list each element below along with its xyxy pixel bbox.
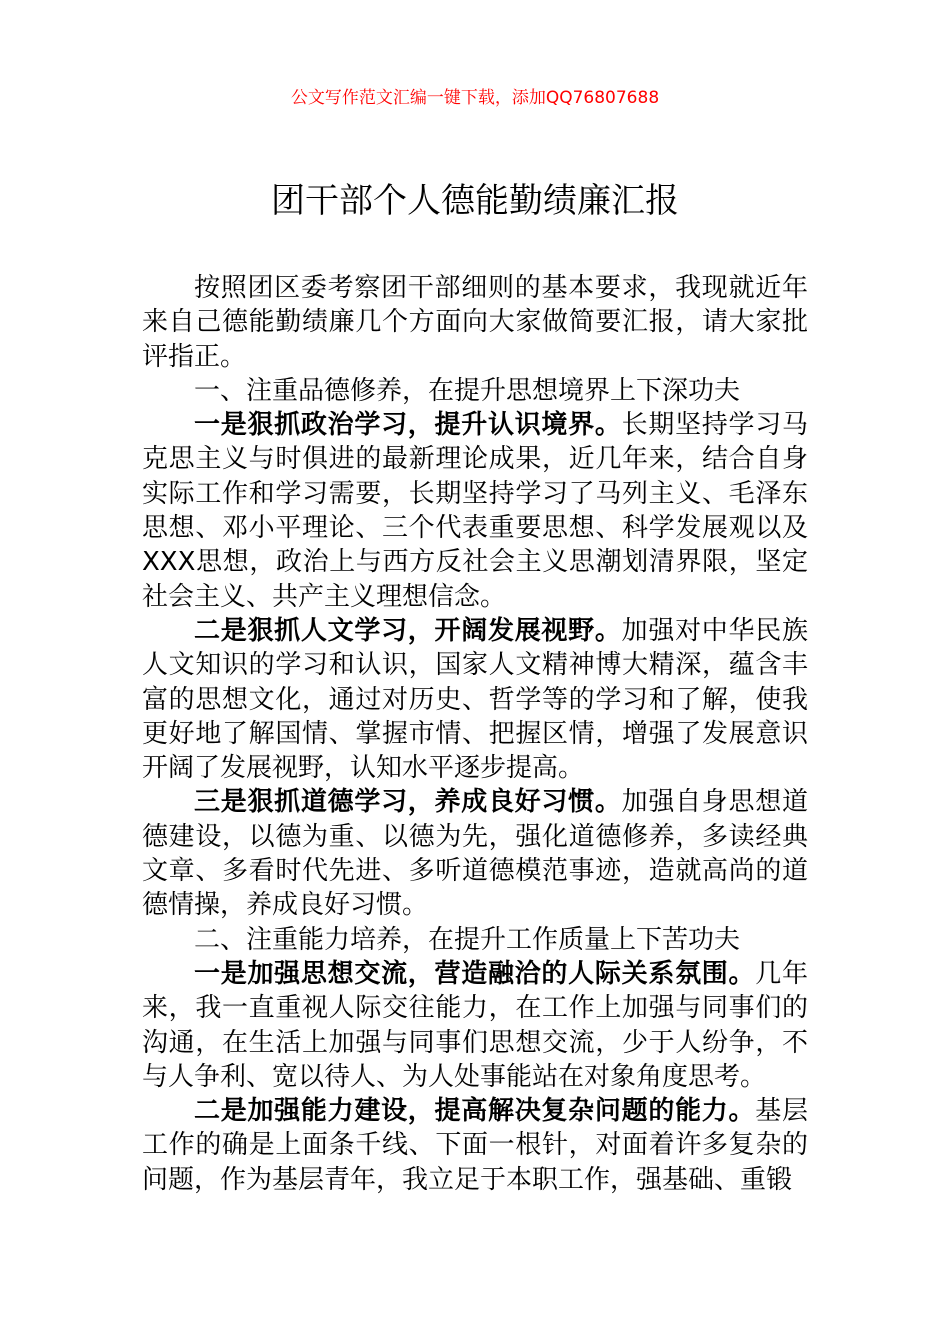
document-body <box>142 271 808 1197</box>
paragraph-lead: 三是狠抓道德学习，养成良好习惯。 <box>194 787 622 818</box>
paragraph <box>142 1094 808 1197</box>
paragraph-lead: 一是狠抓政治学习，提升认识境界。 <box>194 410 622 441</box>
paragraph-text: 二、注重能力培养，在提升工作质量上下苦功夫 <box>194 924 741 955</box>
paragraph <box>142 614 808 785</box>
document-title: 团干部个人德能勤绩廉汇报 <box>271 181 679 221</box>
section-heading <box>142 923 808 957</box>
paragraph <box>142 957 808 1094</box>
paragraph-text: 加强自身思想道德建设，以德为重、以德为先，强化道德修养，多读经典文章、多看时代先进、多听道德模范事迹，造就高尚的道德情操，养成良好习惯。 <box>142 787 808 921</box>
paragraph-text: 按照团区委考察团干部细则的基本要求，我现就近年来自己德能勤绩廉几个方面向大家做简要汇报，请大家批评指正。 <box>142 273 808 372</box>
download-banner: 公文写作范文汇编一键下载，添加QQ76807688 <box>290 88 660 108</box>
paragraph-lead: 二是加强能力建设，提高解决复杂问题的能力。 <box>194 1096 756 1127</box>
paragraph <box>142 408 808 614</box>
paragraph <box>142 785 808 922</box>
paragraph-text: 一、注重品德修养，在提升思想境界上下深功夫 <box>194 375 741 406</box>
section-heading <box>142 374 808 408</box>
paragraph-text: 基层工作的确是上面条千线、下面一根针，对面着许多复杂的问题，作为基层青年，我立足于本职工作，强基础、重锻 <box>142 1096 808 1195</box>
paragraph-lead: 二是狠抓人文学习，开阔发展视野。 <box>194 615 622 646</box>
paragraph <box>142 271 808 374</box>
paragraph-text: 加强对中华民族人文知识的学习和认识，国家人文精神博大精深，蕴含丰富的思想文化，通过对历史、哲学等的学习和了解，使我更好地了解国情、掌握市情、把握区情，增强了发展意识开阔了发展视野，认知水平逐步提高。 <box>142 615 808 784</box>
paragraph-lead: 一是加强思想交流，营造融洽的人际关系氛围。 <box>194 958 756 989</box>
paragraph-text: 几年来，我一直重视人际交往能力，在工作上加强与同事们的沟通，在生活上加强与同事们思想交流，少于人纷争，不与人争利、宽以待人、为人处事能站在对象角度思考。 <box>142 958 808 1092</box>
paragraph-text: 长期坚持学习马克思主义与时俱进的最新理论成果，近几年来，结合自身实际工作和学习需要，长期坚持学习了马列主义、毛泽东思想、邓小平理论、三个代表重要思想、科学发展观以及XXX思想，政治上与西方反社会主义思潮划清界限，坚定社会主义、共产主义理想信念。 <box>142 410 808 612</box>
